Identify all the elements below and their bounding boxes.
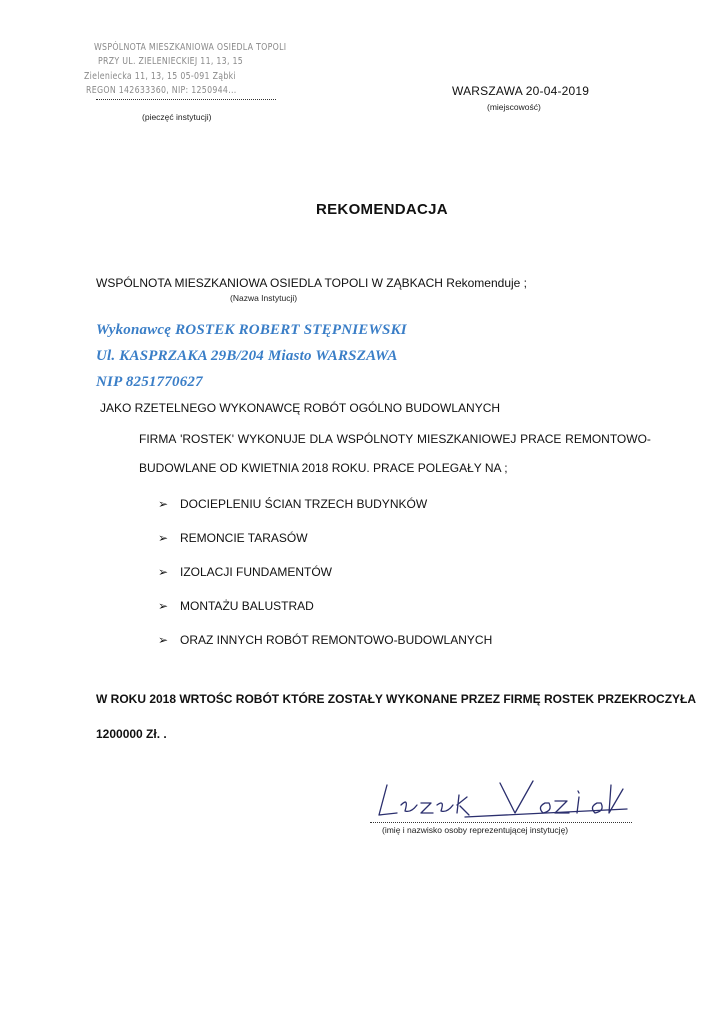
place-caption: (miejscowość) — [487, 102, 541, 112]
recommender-text: WSPÓLNOTA MIESZKANIOWA OSIEDLA TOPOLI W ZĄBKACH Rekomenduje ; — [96, 276, 528, 290]
handwritten-signature — [365, 775, 635, 825]
institution-name-caption: (Nazwa Instytucji) — [230, 293, 298, 303]
list-item — [158, 599, 492, 633]
signature-stroke — [437, 803, 453, 811]
signature-stroke — [540, 803, 550, 813]
paragraph-word: MIESZKANIOWEJ — [417, 432, 517, 446]
list-item — [158, 497, 492, 531]
signature-stroke — [500, 781, 533, 813]
signature-stroke — [421, 803, 433, 813]
stamp-line: WSPÓLNOTA MIESZKANIOWA OSIEDLA TOPOLI — [94, 42, 287, 53]
paragraph-line — [139, 432, 651, 446]
paragraph-word: WSPÓLNOTY — [336, 432, 414, 446]
summary-text: W ROKU 2018 WRTOŚC ROBÓT KTÓRE ZOSTAŁY WYKONANE PRZEZ FIRMĘ ROSTEK PRZEKROCZYŁA — [96, 692, 697, 706]
arrow-bullet-icon: ➢ — [158, 531, 169, 545]
list-item-label: REMONCIE TARASÓW — [180, 531, 308, 545]
signature-stroke — [457, 795, 469, 815]
list-item — [158, 633, 492, 667]
institution-stamp — [84, 40, 287, 104]
contractor-name: Wykonawcę ROSTEK ROBERT STĘPNIEWSKI — [96, 322, 407, 338]
list-item-label: DOCIEPLENIU ŚCIAN TRZECH BUDYNKÓW — [180, 497, 428, 511]
signature-stroke — [379, 785, 397, 815]
amount-text: 1200000 Zł. . — [96, 727, 167, 741]
contractor-address: Ul. KASPRZAKA 29B/204 Miasto WARSZAWA — [96, 348, 398, 364]
works-paragraph — [139, 432, 651, 475]
stamp-line: REGON 142633360, NIP: 1250944... — [86, 85, 237, 96]
paragraph-word: PRACE — [520, 432, 562, 446]
stamp-dotted-line — [96, 99, 276, 100]
signature-stroke — [592, 803, 602, 813]
works-list — [158, 497, 492, 667]
arrow-bullet-icon: ➢ — [158, 565, 169, 579]
paragraph-word: REMONTOWO- — [565, 432, 651, 446]
signature-dotted-line — [370, 822, 632, 823]
arrow-bullet-icon: ➢ — [158, 497, 169, 511]
list-item-label: IZOLACJI FUNDAMENTÓW — [180, 565, 332, 579]
document-title: REKOMENDACJA — [316, 201, 448, 218]
arrow-bullet-icon: ➢ — [158, 599, 169, 613]
signature-stroke — [555, 801, 569, 813]
paragraph-line: BUDOWLANE OD KWIETNIA 2018 ROKU. PRACE POLEGAŁY NA ; — [139, 461, 508, 475]
list-item-label: MONTAŻU BALUSTRAD — [180, 599, 314, 613]
reliable-contractor-text: JAKO RZETELNEGO WYKONAWCĘ ROBÓT OGÓLNO BUDOWLANYCH — [100, 401, 501, 415]
list-item — [158, 531, 492, 565]
signature-stroke — [577, 791, 579, 813]
contractor-nip: NIP 8251770627 — [96, 374, 203, 390]
signature-caption: (imię i nazwisko osoby reprezentującej instytucję) — [382, 825, 569, 835]
stamp-caption: (pieczęć instytucji) — [142, 112, 212, 122]
place-date: WARSZAWA 20-04-2019 — [452, 84, 590, 98]
list-item — [158, 565, 492, 599]
list-item-label: ORAZ INNYCH ROBÓT REMONTOWO-BUDOWLANYCH — [180, 633, 493, 647]
paragraph-word: FIRMA — [139, 432, 177, 446]
paragraph-word: 'ROSTEK' — [180, 432, 235, 446]
stamp-line: Zieleniecka 11, 13, 15 05-091 Ząbki — [84, 71, 236, 82]
paragraph-word: DLA — [309, 432, 333, 446]
arrow-bullet-icon: ➢ — [158, 633, 169, 647]
stamp-line: PRZY UL. ZIELENIECKIEJ 11, 13, 15 — [98, 56, 244, 67]
signature-stroke — [465, 809, 627, 817]
paragraph-word: WYKONUJE — [237, 432, 306, 446]
signature-stroke — [401, 802, 417, 811]
